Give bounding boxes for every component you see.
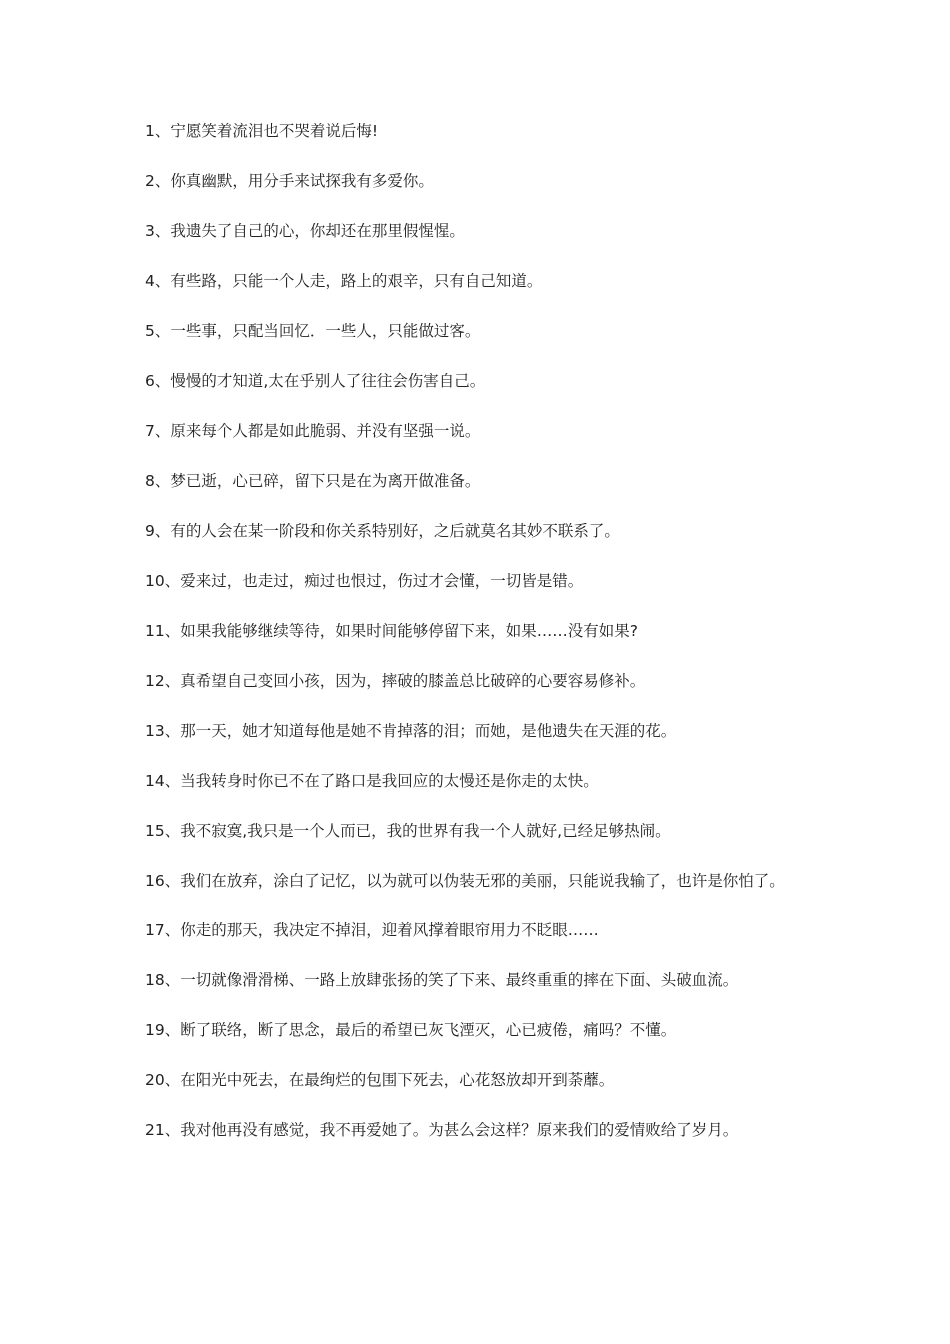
list-item: 6、慢慢的才知道,太在乎别人了往往会伤害自己。 (145, 372, 486, 390)
list-item: 1、宁愿笑着流泪也不哭着说后悔! (145, 122, 379, 140)
quote-list (145, 118, 805, 1167)
list-item: 10、爱来过，也走过，痴过也恨过，伤过才会懂，一切皆是错。 (145, 572, 584, 590)
list-item: 12、真希望自己变回小孩，因为，摔破的膝盖总比破碎的心要容易修补。 (145, 672, 646, 690)
list-item: 15、我不寂寞,我只是一个人而已，我的世界有我一个人就好,已经足够热闹。 (145, 822, 671, 840)
list-item: 5、一些事，只配当回忆．一些人，只能做过客。 (145, 322, 481, 340)
list-item: 16、我们在放弃，涂白了记忆，以为就可以伪装无邪的美丽，只能说我输了，也许是你怕了。 (145, 872, 785, 890)
list-item: 2、你真幽默，用分手来试探我有多爱你。 (145, 172, 434, 190)
list-item: 4、有些路，只能一个人走，路上的艰辛，只有自己知道。 (145, 272, 543, 290)
list-item: 17、你走的那天，我决定不掉泪，迎着风撑着眼帘用力不眨眼…… (145, 921, 599, 939)
list-item: 7、原来每个人都是如此脆弱、并没有坚强一说。 (145, 422, 481, 440)
list-item: 9、有的人会在某一阶段和你关系特别好，之后就莫名其妙不联系了。 (145, 522, 620, 540)
list-item: 20、在阳光中死去，在最绚烂的包围下死去，心花怒放却开到荼蘼。 (145, 1071, 615, 1089)
list-item: 14、当我转身时你已不在了路口是我回应的太慢还是你走的太快。 (145, 772, 599, 790)
list-item: 3、我遗失了自己的心，你却还在那里假惺惺。 (145, 222, 465, 240)
list-item: 13、那一天，她才知道每他是她不肯掉落的泪；而她，是他遗失在天涯的花。 (145, 722, 677, 740)
list-item: 18、一切就像滑滑梯、一路上放肆张扬的笑了下来、最终重重的摔在下面、头破血流。 (145, 971, 739, 989)
list-item: 11、如果我能够继续等待，如果时间能够停留下来，如果……没有如果? (145, 622, 638, 640)
list-item: 21、我对他再没有感觉，我不再爱她了。为甚么会这样？原来我们的爱情败给了岁月。 (145, 1121, 739, 1139)
list-item: 19、断了联络，断了思念，最后的希望已灰飞湮灭，心已疲倦，痛吗？不懂。 (145, 1021, 677, 1039)
list-item: 8、梦已逝，心已碎，留下只是在为离开做准备。 (145, 472, 481, 490)
